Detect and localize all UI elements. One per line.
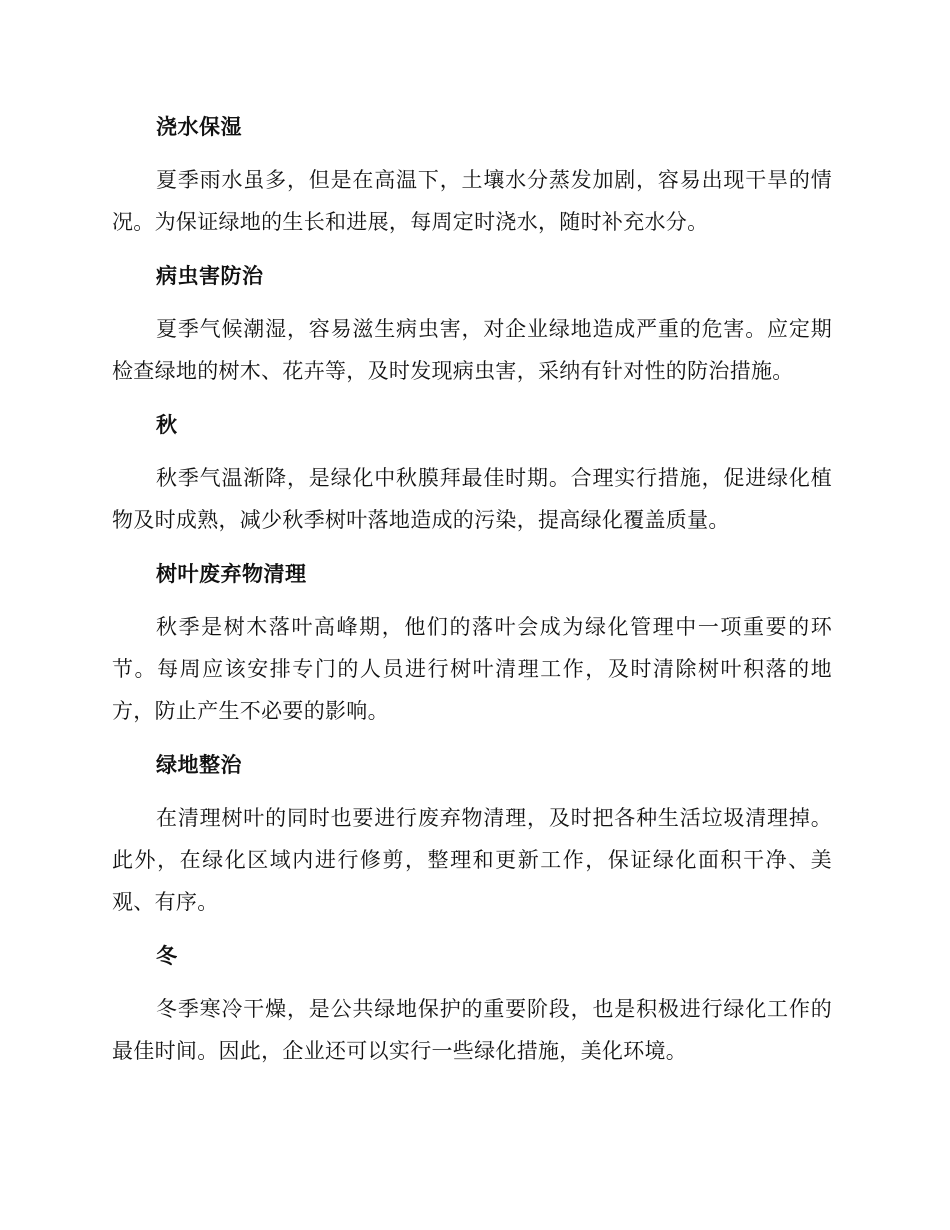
section-paragraph-watering: 夏季雨水虽多，但是在高温下，土壤水分蒸发加剧，容易出现干旱的情况。为保证绿地的生长和进展，每周定时浇水，随时补充水分。 bbox=[112, 168, 832, 234]
section-heading-watering: 浇水保湿 bbox=[156, 115, 242, 139]
document-body bbox=[112, 109, 832, 1087]
section-paragraph-autumn: 秋季气温渐降，是绿化中秋膜拜最佳时期。合理实行措施，促进绿化植物及时成熟，减少秋季树叶落地造成的污染，提高绿化覆盖质量。 bbox=[112, 466, 832, 532]
section-heading-leaf-cleanup: 树叶废弃物清理 bbox=[156, 562, 307, 586]
section-heading-autumn: 秋 bbox=[156, 413, 178, 437]
section-heading-winter: 冬 bbox=[156, 944, 178, 968]
section-paragraph-pest-control: 夏季气候潮湿，容易滋生病虫害，对企业绿地造成严重的危害。应定期检查绿地的树木、花卉等，及时发现病虫害，采纳有针对性的防治措施。 bbox=[112, 317, 832, 383]
section-paragraph-leaf-cleanup: 秋季是树木落叶高峰期，他们的落叶会成为绿化管理中一项重要的环节。每周应该安排专门的人员进行树叶清理工作，及时清除树叶积落的地方，防止产生不必要的影响。 bbox=[112, 615, 832, 723]
section-paragraph-winter: 冬季寒冷干燥，是公共绿地保护的重要阶段，也是积极进行绿化工作的最佳时间。因此，企业还可以实行一些绿化措施，美化环境。 bbox=[112, 997, 832, 1063]
section-heading-pest-control: 病虫害防治 bbox=[156, 264, 264, 288]
section-heading-green-renovation: 绿地整治 bbox=[156, 753, 242, 777]
section-paragraph-green-renovation: 在清理树叶的同时也要进行废弃物清理，及时把各种生活垃圾清理掉。此外，在绿化区域内进行修剪，整理和更新工作，保证绿化面积干净、美观、有序。 bbox=[112, 806, 832, 914]
